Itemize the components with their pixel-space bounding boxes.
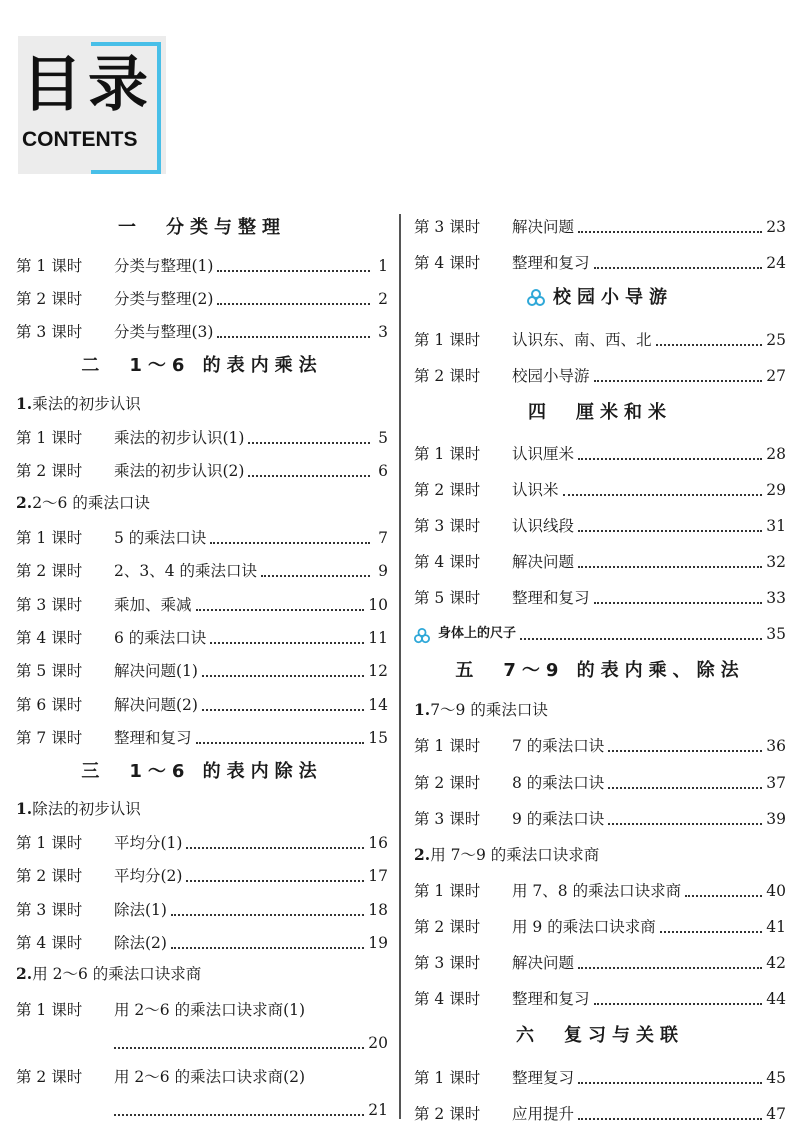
lesson-title: 整理和复习 xyxy=(114,729,192,747)
lesson-number: 第 5 课时 xyxy=(16,662,83,680)
leader-dots xyxy=(656,330,763,346)
toc-entry[interactable] xyxy=(16,929,388,953)
section-heading: 二 1～6 的表内乘法 xyxy=(81,355,323,376)
lesson-title: 解决问题(1) xyxy=(114,662,198,680)
lesson-number: 第 1 课时 xyxy=(414,445,481,463)
clover-icon xyxy=(414,628,430,644)
toc-entry[interactable] xyxy=(414,1064,786,1088)
page-number: 41 xyxy=(766,918,786,936)
lesson-number: 第 3 课时 xyxy=(414,218,481,236)
section-title: 校园小导游 xyxy=(553,287,673,308)
lesson-title: 解决问题 xyxy=(512,954,575,972)
page-number: 40 xyxy=(766,882,786,900)
page-subtitle: CONTENTS xyxy=(22,128,138,151)
lesson-number: 第 3 课时 xyxy=(16,901,83,919)
toc-entry[interactable] xyxy=(16,591,388,615)
leader-dots xyxy=(196,728,365,744)
lesson-number: 第 1 课时 xyxy=(16,834,83,852)
page-number: 35 xyxy=(766,625,786,643)
lesson-title: 平均分(2) xyxy=(114,867,183,885)
lesson-title: 除法(1) xyxy=(114,901,167,919)
leader-dots xyxy=(210,628,364,644)
toc-entry[interactable] xyxy=(16,996,388,1020)
page-number: 5 xyxy=(378,429,388,447)
lesson-number: 第 2 课时 xyxy=(16,562,83,580)
leader-dots xyxy=(563,480,763,496)
lesson-title: 乘加、乘减 xyxy=(114,596,192,614)
leader-dots xyxy=(202,695,364,711)
page-number: 44 xyxy=(766,990,786,1008)
page-number: 12 xyxy=(368,662,388,680)
toc-entry[interactable] xyxy=(414,805,786,829)
lesson-number: 第 7 课时 xyxy=(16,729,83,747)
leader-dots xyxy=(520,624,762,640)
leader-dots xyxy=(248,461,370,477)
leader-dots xyxy=(578,217,762,233)
page-number: 23 xyxy=(766,218,786,236)
page-number: 32 xyxy=(766,553,786,571)
lesson-title: 认识线段 xyxy=(512,517,575,535)
leader-dots xyxy=(594,989,763,1005)
lesson-title: 乘法的初步认识(2) xyxy=(114,462,245,480)
subsection-number: 2. xyxy=(16,964,33,983)
lesson-title: 用 2～6 的乘法口诀求商(2) xyxy=(114,1068,306,1086)
lesson-number: 第 1 课时 xyxy=(414,1069,481,1087)
toc-entry[interactable] xyxy=(414,440,786,464)
lesson-title: 乘法的初步认识(1) xyxy=(114,429,245,447)
toc-entry[interactable] xyxy=(16,557,388,581)
page-number: 37 xyxy=(766,774,786,792)
page-number: 21 xyxy=(368,1101,388,1119)
subsection-number: 2. xyxy=(16,493,33,512)
lesson-title: 用 2～6 的乘法口诀求商(1) xyxy=(114,1001,306,1019)
lesson-number: 第 1 课时 xyxy=(16,429,83,447)
leader-dots xyxy=(578,1104,762,1120)
lesson-number: 第 1 课时 xyxy=(414,882,481,900)
leader-dots xyxy=(217,256,370,272)
lesson-title: 整理和复习 xyxy=(512,990,590,1008)
toc-entry[interactable] xyxy=(16,318,388,342)
lesson-title: 整理和复习 xyxy=(512,589,590,607)
page-number: 14 xyxy=(368,696,388,714)
toc-entry[interactable] xyxy=(414,949,786,973)
toc-entry[interactable] xyxy=(414,985,786,1009)
subsection-number: 1. xyxy=(414,700,431,719)
toc-entry[interactable] xyxy=(16,862,388,886)
toc-entry[interactable] xyxy=(16,829,388,853)
page-number: 6 xyxy=(378,462,388,480)
toc-entry[interactable] xyxy=(414,548,786,572)
lesson-number: 第 6 课时 xyxy=(16,696,83,714)
subsection-heading xyxy=(16,962,388,986)
lesson-title: 8 的乘法口诀 xyxy=(512,774,605,792)
subsection-heading xyxy=(16,491,388,515)
toc-entry[interactable] xyxy=(414,584,786,608)
lesson-title: 分类与整理(2) xyxy=(114,290,214,308)
subsection-title: 除法的初步认识 xyxy=(32,800,141,818)
lesson-number: 第 3 课时 xyxy=(414,810,481,828)
lesson-title: 解决问题(2) xyxy=(114,696,198,714)
leader-dots xyxy=(171,900,364,916)
toc-entry[interactable] xyxy=(414,249,786,273)
leader-dots xyxy=(196,595,365,611)
toc-entry[interactable] xyxy=(16,285,388,309)
leader-dots xyxy=(217,289,370,305)
lesson-title: 分类与整理(1) xyxy=(114,257,214,275)
page-number: 18 xyxy=(368,901,388,919)
page-number: 29 xyxy=(766,481,786,499)
toc-entry[interactable] xyxy=(16,724,388,748)
clover-icon xyxy=(527,289,545,307)
section-heading: 六 复习与关联 xyxy=(516,1025,684,1046)
leader-dots xyxy=(608,809,762,825)
toc-entry[interactable] xyxy=(414,326,786,350)
leader-dots xyxy=(186,866,364,882)
leader-dots xyxy=(186,833,364,849)
subsection-title: 用 7～9 的乘法口诀求商 xyxy=(430,846,600,864)
leader-dots xyxy=(578,1068,762,1084)
toc-entry[interactable] xyxy=(16,524,388,548)
page-number: 10 xyxy=(368,596,388,614)
section-heading xyxy=(414,286,786,310)
lesson-title: 分类与整理(3) xyxy=(114,323,214,341)
leader-dots xyxy=(171,933,364,949)
leader-dots xyxy=(578,953,762,969)
leader-dots xyxy=(660,917,763,933)
page-number: 9 xyxy=(378,562,388,580)
toc-entry-continuation[interactable] xyxy=(16,1029,388,1053)
leader-dots xyxy=(608,773,762,789)
page-number: 33 xyxy=(766,589,786,607)
lesson-title: 6 的乘法口诀 xyxy=(114,629,207,647)
page-number: 28 xyxy=(766,445,786,463)
subsection-heading xyxy=(414,698,786,722)
leader-dots xyxy=(594,366,763,382)
lesson-title: 用 7、8 的乘法口诀求商 xyxy=(512,882,682,900)
lesson-title: 认识米 xyxy=(512,481,559,499)
toc-entry[interactable] xyxy=(16,1063,388,1087)
leader-dots xyxy=(248,428,370,444)
toc-entry[interactable] xyxy=(414,362,786,386)
leader-dots xyxy=(210,528,370,544)
leader-dots xyxy=(685,881,762,897)
toc-entry-special[interactable] xyxy=(414,620,786,644)
page-number: 27 xyxy=(766,367,786,385)
lesson-title: 身体上的尺子 xyxy=(438,626,517,641)
section-heading: 三 1～6 的表内除法 xyxy=(81,761,323,782)
lesson-number: 第 2 课时 xyxy=(16,867,83,885)
lesson-title: 整理复习 xyxy=(512,1069,575,1087)
lesson-title: 整理和复习 xyxy=(512,254,590,272)
lesson-number: 第 4 课时 xyxy=(414,254,481,272)
leader-dots xyxy=(261,561,370,577)
lesson-title: 解决问题 xyxy=(512,553,575,571)
toc-entry[interactable] xyxy=(414,769,786,793)
lesson-title: 平均分(1) xyxy=(114,834,183,852)
leader-dots xyxy=(114,1033,364,1049)
lesson-number: 第 2 课时 xyxy=(16,290,83,308)
lesson-title: 7 的乘法口诀 xyxy=(512,737,605,755)
page-number: 20 xyxy=(368,1034,388,1052)
page-number: 19 xyxy=(368,934,388,952)
toc-entry[interactable] xyxy=(16,896,388,920)
lesson-title: 用 9 的乘法口诀求商 xyxy=(512,918,656,936)
lesson-number: 第 3 课时 xyxy=(414,517,481,535)
lesson-number: 第 4 课时 xyxy=(414,553,481,571)
lesson-number: 第 2 课时 xyxy=(414,367,481,385)
lesson-number: 第 2 课时 xyxy=(16,462,83,480)
subsection-heading xyxy=(414,843,786,867)
lesson-number: 第 1 课时 xyxy=(16,529,83,547)
lesson-number: 第 1 课时 xyxy=(414,331,481,349)
lesson-number: 第 5 课时 xyxy=(414,589,481,607)
page-number: 42 xyxy=(766,954,786,972)
lesson-number: 第 2 课时 xyxy=(414,918,481,936)
toc-entry[interactable] xyxy=(16,691,388,715)
page-number: 3 xyxy=(378,323,388,341)
leader-dots xyxy=(217,322,370,338)
lesson-number: 第 1 课时 xyxy=(414,737,481,755)
leader-dots xyxy=(578,444,762,460)
toc-entry[interactable] xyxy=(414,512,786,536)
lesson-number: 第 2 课时 xyxy=(16,1068,83,1086)
lesson-number: 第 3 课时 xyxy=(414,954,481,972)
section-heading: 五 7～9 的表内乘、除法 xyxy=(455,660,745,681)
toc-entry[interactable] xyxy=(414,213,786,237)
lesson-number: 第 3 课时 xyxy=(16,323,83,341)
lesson-number: 第 3 课时 xyxy=(16,596,83,614)
toc-entry[interactable] xyxy=(414,913,786,937)
leader-dots xyxy=(202,661,364,677)
lesson-title: 9 的乘法口诀 xyxy=(512,810,605,828)
leader-dots xyxy=(594,588,763,604)
page-number: 39 xyxy=(766,810,786,828)
subsection-heading xyxy=(16,392,388,416)
subsection-number: 1. xyxy=(16,394,33,413)
page-number: 24 xyxy=(766,254,786,272)
lesson-number: 第 2 课时 xyxy=(414,1105,481,1123)
page-title: 目录 xyxy=(22,50,154,120)
toc-entry[interactable] xyxy=(16,624,388,648)
leader-dots xyxy=(608,736,762,752)
page-number: 2 xyxy=(378,290,388,308)
subsection-number: 2. xyxy=(414,845,431,864)
subsection-title: 2～6 的乘法口诀 xyxy=(32,494,150,512)
lesson-title: 除法(2) xyxy=(114,934,167,952)
lesson-number: 第 2 课时 xyxy=(414,774,481,792)
page-number: 36 xyxy=(766,737,786,755)
page-number: 25 xyxy=(766,331,786,349)
lesson-number: 第 4 课时 xyxy=(16,629,83,647)
lesson-title: 解决问题 xyxy=(512,218,575,236)
lesson-title: 认识东、南、西、北 xyxy=(512,331,652,349)
subsection-title: 乘法的初步认识 xyxy=(32,395,141,413)
toc-entry[interactable] xyxy=(16,252,388,276)
leader-dots xyxy=(578,552,762,568)
toc-entry-continuation[interactable] xyxy=(16,1096,388,1120)
lesson-number: 第 4 课时 xyxy=(414,990,481,1008)
lesson-title: 校园小导游 xyxy=(512,367,590,385)
page-number: 16 xyxy=(368,834,388,852)
toc-entry[interactable] xyxy=(414,877,786,901)
toc-entry[interactable] xyxy=(16,657,388,681)
page-number: 11 xyxy=(368,629,388,647)
lesson-title: 认识厘米 xyxy=(512,445,575,463)
toc-entry[interactable] xyxy=(16,424,388,448)
lesson-title: 应用提升 xyxy=(512,1105,575,1123)
section-heading: 一 分类与整理 xyxy=(118,217,286,238)
toc-entry[interactable] xyxy=(16,457,388,481)
column-divider xyxy=(399,214,401,1119)
lesson-title: 5 的乘法口诀 xyxy=(114,529,207,547)
toc-entry[interactable] xyxy=(414,1100,786,1124)
toc-entry[interactable] xyxy=(414,732,786,756)
lesson-number: 第 1 课时 xyxy=(16,1001,83,1019)
lesson-number: 第 1 课时 xyxy=(16,257,83,275)
page-number: 17 xyxy=(368,867,388,885)
lesson-number: 第 4 课时 xyxy=(16,934,83,952)
page-number: 45 xyxy=(766,1069,786,1087)
toc-entry[interactable] xyxy=(414,476,786,500)
section-heading: 四 厘米和米 xyxy=(528,402,672,423)
subsection-heading xyxy=(16,797,388,821)
page-number: 31 xyxy=(766,517,786,535)
page-number: 1 xyxy=(378,257,388,275)
subsection-title: 用 2～6 的乘法口诀求商 xyxy=(32,965,202,983)
subsection-title: 7～9 的乘法口诀 xyxy=(430,701,548,719)
page-number: 7 xyxy=(378,529,388,547)
subsection-number: 1. xyxy=(16,799,33,818)
leader-dots xyxy=(114,1100,364,1116)
page-number: 47 xyxy=(766,1105,786,1123)
page-number: 15 xyxy=(368,729,388,747)
lesson-title: 2、3、4 的乘法口诀 xyxy=(114,562,258,580)
leader-dots xyxy=(578,516,762,532)
leader-dots xyxy=(594,253,763,269)
lesson-number: 第 2 课时 xyxy=(414,481,481,499)
